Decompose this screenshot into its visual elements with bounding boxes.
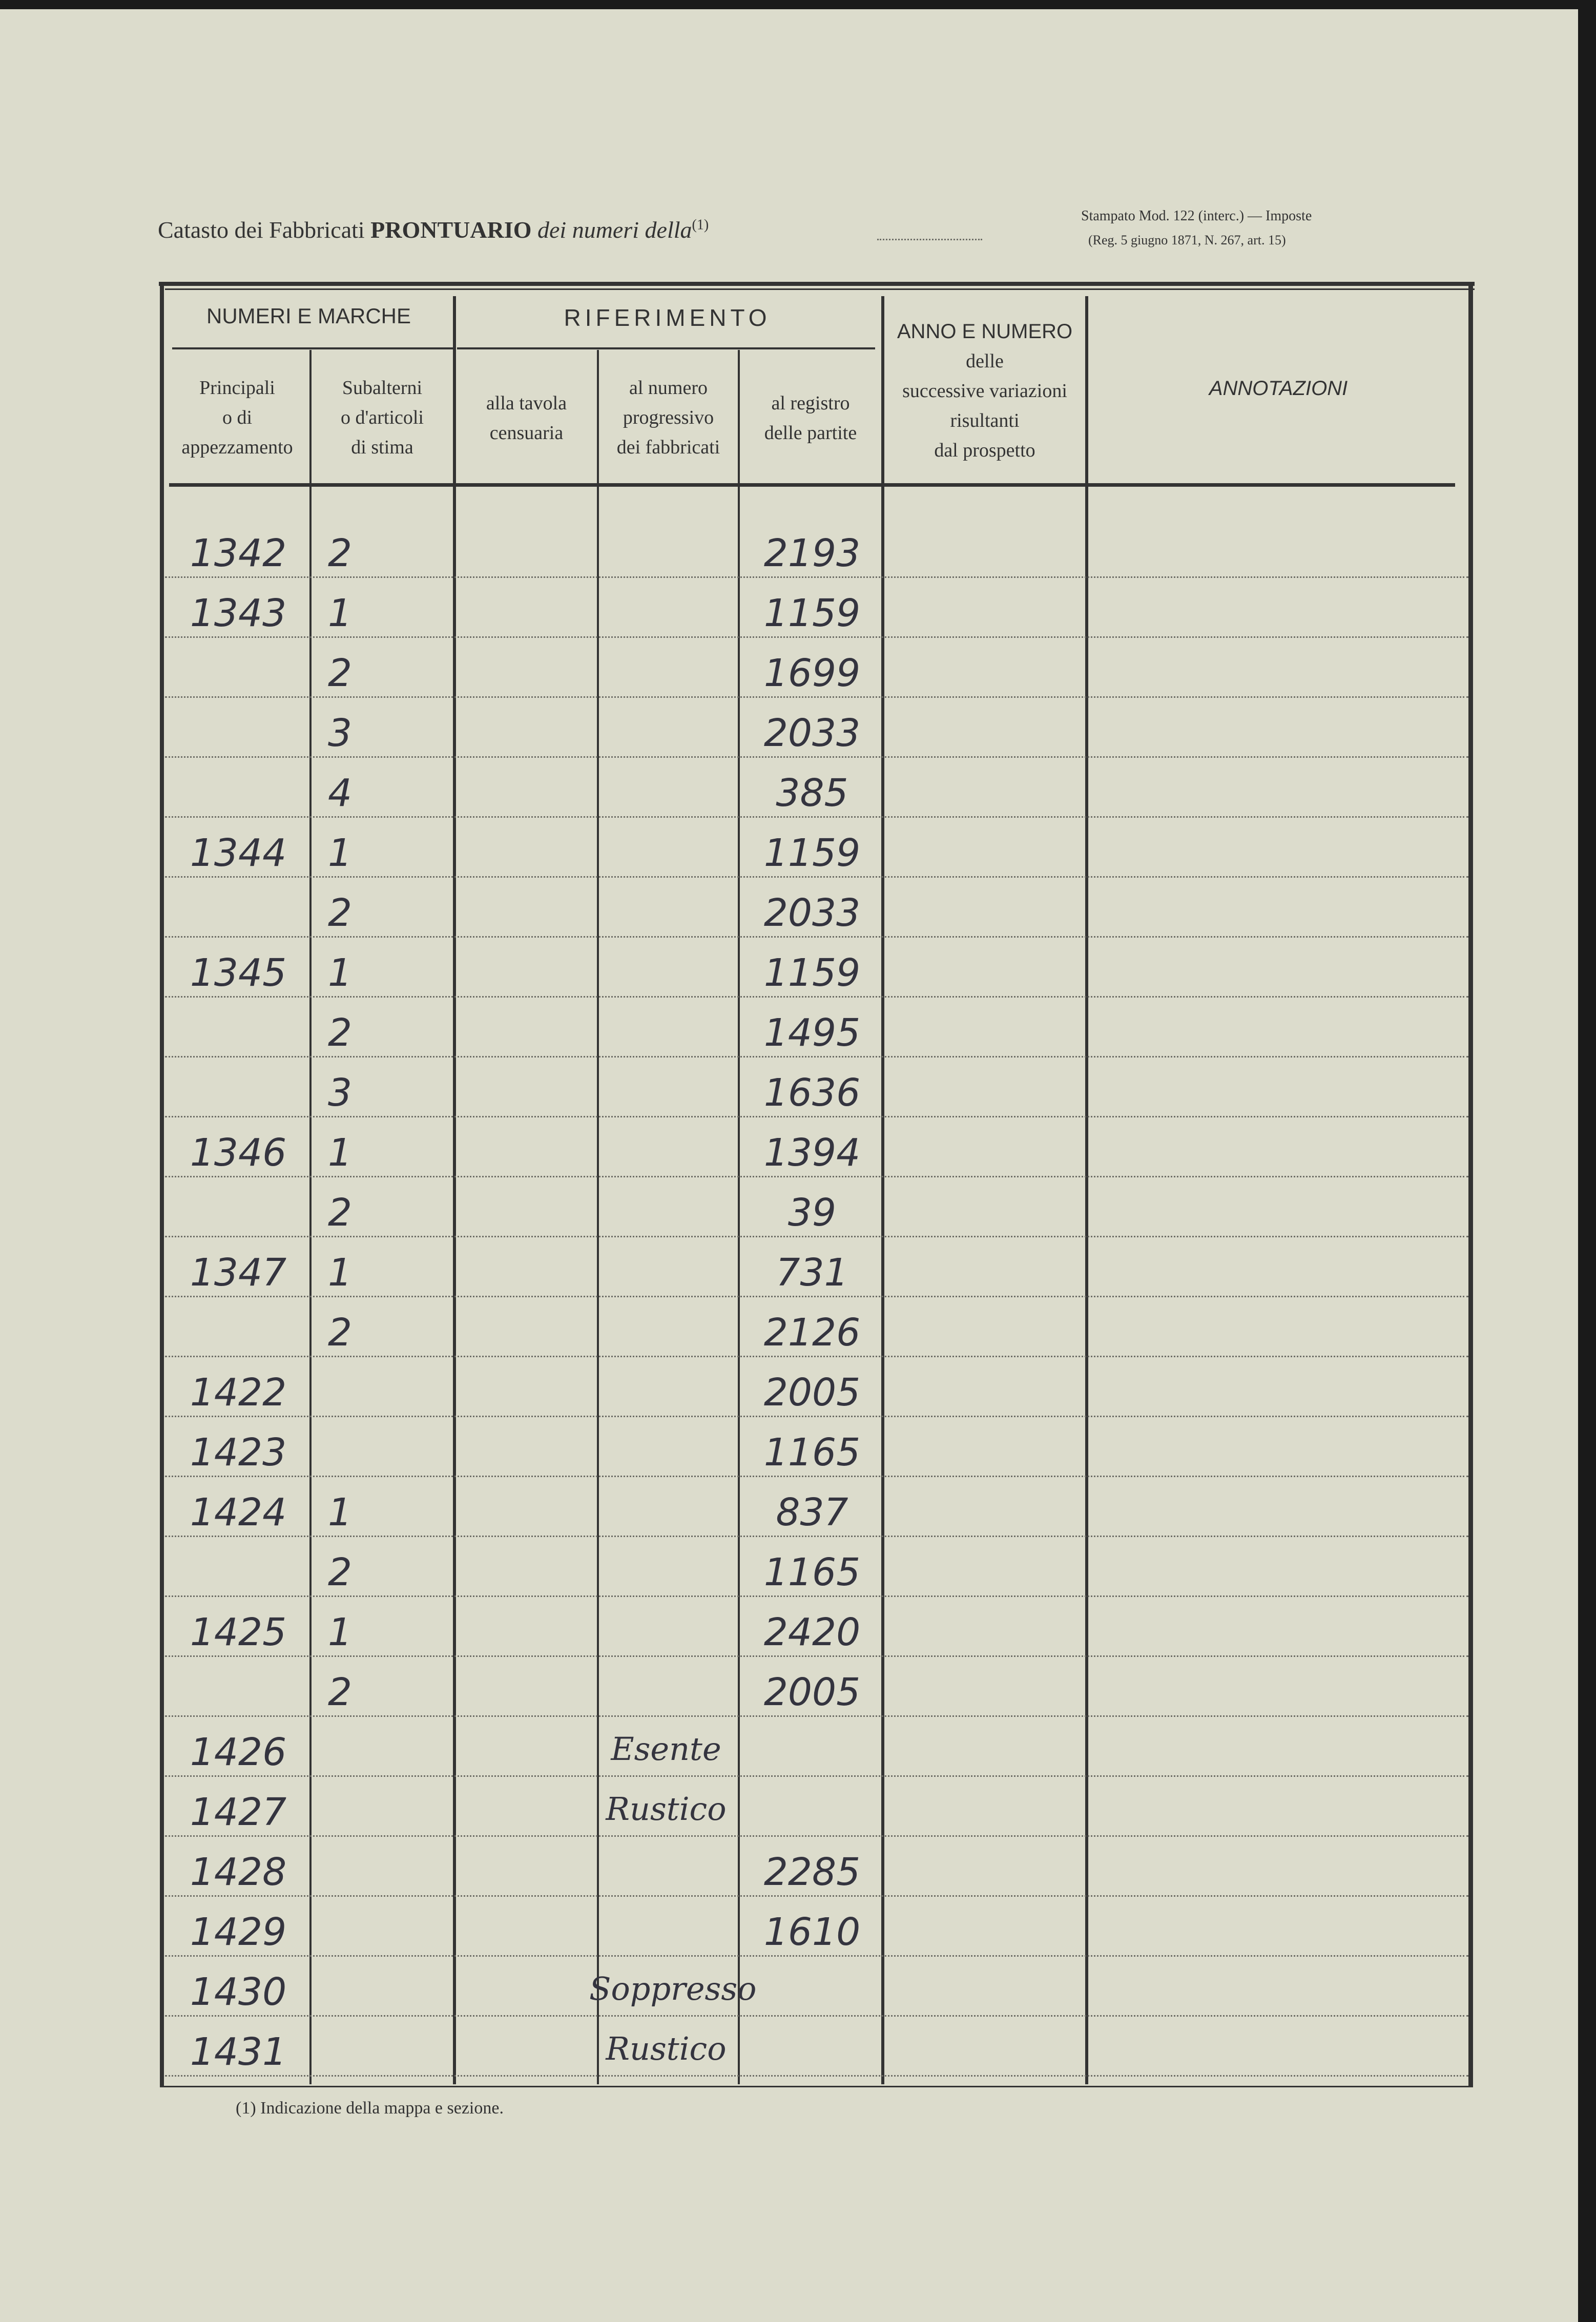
row-rule [165, 1416, 1468, 1417]
row-rule [165, 756, 1468, 758]
row-rule [165, 1356, 1468, 1357]
header-bottom-border [169, 483, 1455, 487]
cell-principale: 1430 [190, 1970, 287, 2014]
row-rule [165, 1655, 1468, 1657]
cell-registro: 1165 [763, 1430, 861, 1475]
cell-principale: 1342 [190, 531, 287, 575]
table-top-border-inner [165, 288, 1475, 290]
row-rule [165, 1895, 1468, 1897]
cell-sub: 2 [328, 1191, 353, 1235]
cell-registro: 2193 [763, 531, 861, 575]
row-rule [165, 1595, 1468, 1597]
cell-principale: 1346 [190, 1131, 287, 1175]
cell-registro: 1159 [763, 831, 861, 875]
cell-principale: 1424 [190, 1490, 287, 1535]
stamp-line-2: (Reg. 5 giugno 1871, N. 267, art. 15) [1088, 233, 1286, 247]
cell-sub: 1 [328, 591, 353, 635]
stamp-line-1: Stampato Mod. 122 (interc.) — Imposte [1081, 208, 1312, 224]
cell-principale: 1422 [190, 1371, 287, 1415]
row-rule [165, 1296, 1468, 1297]
cell-principale: 1343 [190, 591, 287, 635]
cell-registro: 2033 [763, 711, 861, 755]
col-group-numeri: NUMERI E MARCHE [206, 304, 411, 328]
cell-sub: 2 [328, 531, 353, 575]
cell-registro: 2005 [763, 1670, 861, 1714]
cell-registro: 1394 [763, 1131, 861, 1175]
cell-sub: 3 [328, 1071, 353, 1115]
row-rule [165, 1056, 1468, 1058]
row-rule [165, 1476, 1468, 1477]
row-rule [165, 816, 1468, 818]
footnote: (1) Indicazione della mappa e sezione. [236, 2099, 504, 2118]
cell-principale: 1423 [190, 1430, 287, 1475]
row-rule [165, 876, 1468, 878]
row-rule [165, 1715, 1468, 1717]
title-italic: dei numeri della [537, 217, 692, 243]
col-divider-1 [309, 350, 312, 2084]
row-rule [165, 936, 1468, 938]
cell-numero: Rustico [606, 1790, 727, 1828]
cell-registro: 2126 [763, 1311, 861, 1355]
cell-registro: 1165 [763, 1550, 861, 1594]
cell-principale: 1428 [190, 1850, 287, 1894]
cell-registro: 1610 [763, 1910, 861, 1954]
cell-registro: 731 [776, 1251, 848, 1295]
table-right-border [1468, 283, 1473, 2087]
row-rule [165, 1116, 1468, 1117]
register-page [0, 9, 1578, 2322]
cell-registro: 2420 [763, 1610, 861, 1654]
col-numero: al numero progressivo dei fabbricati [616, 377, 720, 458]
cell-numero: Soppresso [589, 1970, 757, 2007]
col-divider-6 [1085, 296, 1088, 2084]
cell-sub: 3 [328, 711, 353, 755]
cell-registro: 1495 [763, 1011, 861, 1055]
cell-principale: 1429 [190, 1910, 287, 1954]
row-rule [165, 2075, 1468, 2077]
table-top-border [159, 282, 1475, 286]
cell-sub: 1 [328, 831, 353, 875]
col-principali: Principali o di appezzamento [181, 377, 293, 458]
col-registro: al registro delle partite [764, 392, 857, 444]
cell-principale: 1426 [190, 1730, 287, 1774]
col-annotazioni: ANNOTAZIONI [1209, 377, 1348, 400]
row-rule [165, 1955, 1468, 1957]
cell-numero: Esente [611, 1730, 721, 1768]
cell-sub: 2 [328, 891, 353, 935]
cell-principale: 1345 [190, 951, 287, 995]
cell-registro: 1636 [763, 1071, 861, 1115]
row-rule [165, 1775, 1468, 1777]
cell-sub: 1 [328, 951, 353, 995]
row-rule [165, 636, 1468, 638]
row-rule [165, 696, 1468, 698]
cell-principale: 1427 [190, 1790, 287, 1834]
cell-registro: 1159 [763, 951, 861, 995]
cell-numero: Rustico [606, 2030, 727, 2067]
cell-principale: 1431 [190, 2030, 287, 2074]
row-rule [165, 1536, 1468, 1537]
row-rule [165, 996, 1468, 998]
cell-registro: 2005 [763, 1371, 861, 1415]
cell-principale: 1347 [190, 1251, 287, 1295]
row-rule [165, 1236, 1468, 1237]
cell-sub: 2 [328, 1670, 353, 1714]
cell-sub: 2 [328, 1550, 353, 1594]
cell-sub: 1 [328, 1610, 353, 1654]
row-rule [165, 576, 1468, 578]
cell-sub: 2 [328, 651, 353, 695]
col-group-riferimento: RIFERIMENTO [564, 304, 771, 331]
cell-registro: 385 [776, 771, 848, 815]
table-left-border [160, 283, 164, 2087]
cell-registro: 39 [787, 1191, 837, 1235]
cell-sub: 2 [328, 1311, 353, 1355]
footnote-mark: (1) [692, 217, 709, 233]
cell-registro: 1159 [763, 591, 861, 635]
col-divider-5 [881, 296, 884, 2084]
cell-registro: 2033 [763, 891, 861, 935]
title-left: Catasto dei Fabbricati [158, 217, 365, 243]
cell-sub: 1 [328, 1490, 353, 1535]
cell-sub: 1 [328, 1251, 353, 1295]
cell-principale: 1344 [190, 831, 287, 875]
row-rule [165, 2015, 1468, 2017]
cell-sub: 4 [328, 771, 353, 815]
cell-sub: 2 [328, 1011, 353, 1055]
col-divider-2 [453, 296, 456, 2084]
table-bottom-border [160, 2086, 1473, 2087]
register-table [0, 9, 1578, 2110]
cell-registro: 837 [776, 1490, 848, 1535]
col-tavola: alla tavola censuaria [486, 392, 567, 444]
numeri-group-line [172, 347, 453, 349]
row-rule [165, 1176, 1468, 1177]
cell-sub: 1 [328, 1131, 353, 1175]
col-anno: ANNO E NUMERO delle successive variazioni risultanti dal prospetto [897, 320, 1073, 461]
row-rule [165, 1835, 1468, 1837]
cell-principale: 1425 [190, 1610, 287, 1654]
riferimento-group-line [457, 347, 875, 349]
title-bold: PRONTUARIO [370, 217, 532, 243]
cell-registro: 2285 [763, 1850, 861, 1894]
cell-registro: 1699 [763, 651, 861, 695]
col-subalterni: Subalterni o d'articoli di stima [341, 377, 424, 458]
